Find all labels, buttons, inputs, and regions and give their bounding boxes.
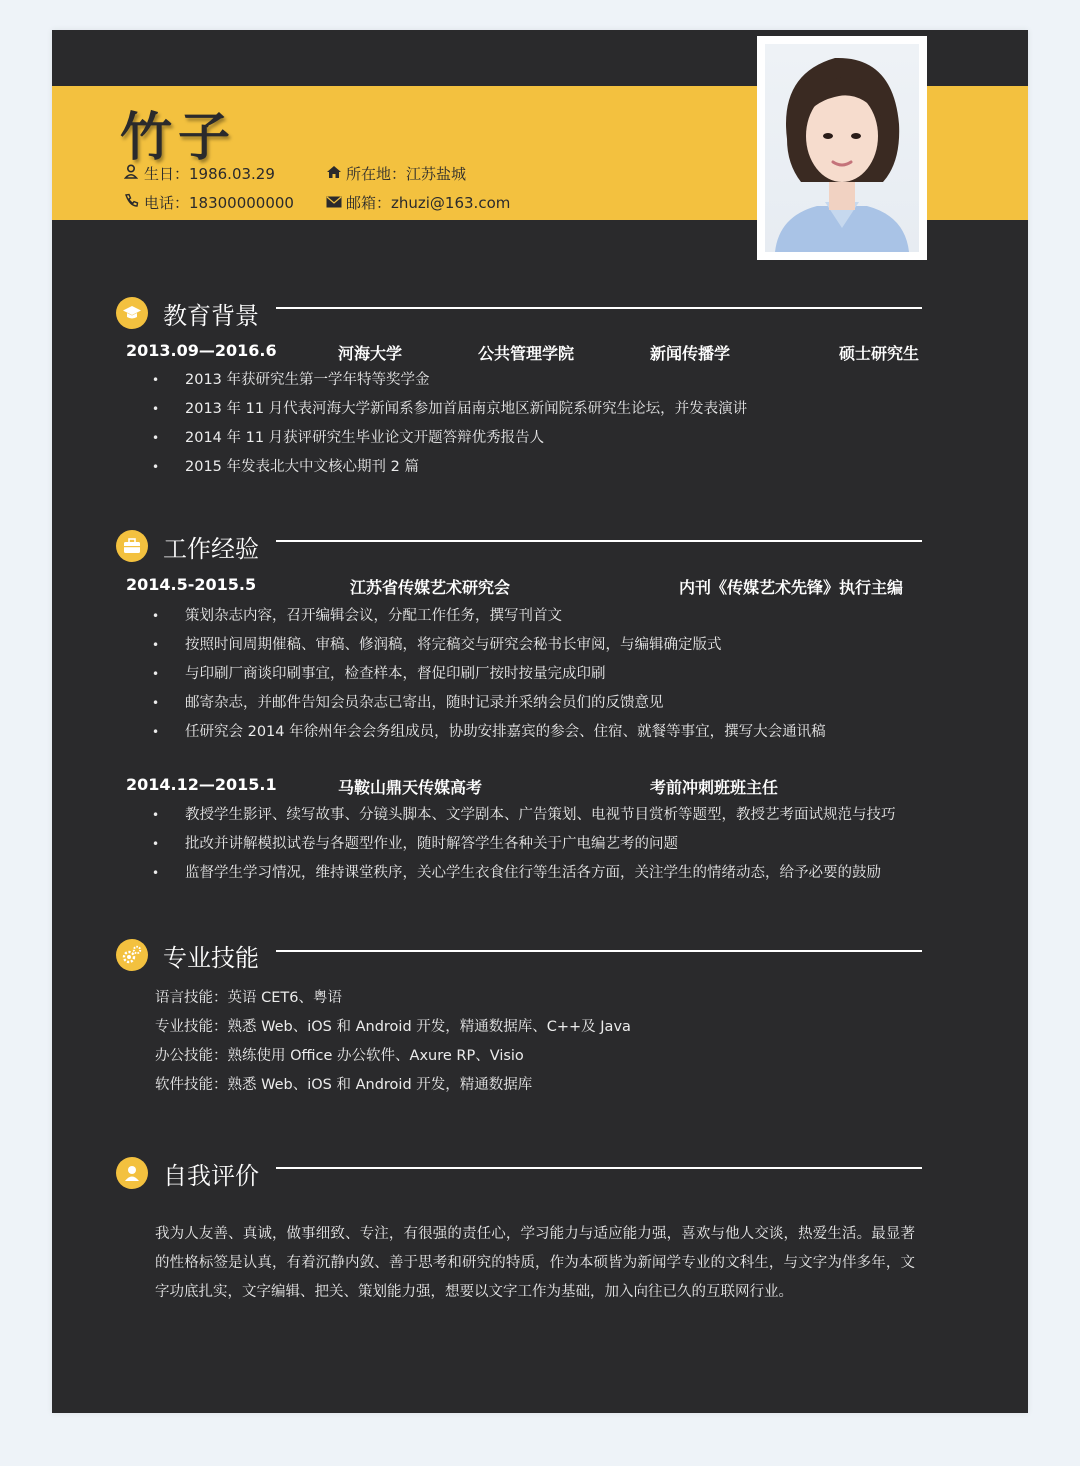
list-item: • 2013 年获研究生第一学年特等奖学金 xyxy=(152,366,747,395)
skill-language: 语言技能：英语 CET6、粤语 xyxy=(155,990,342,1006)
list-item: • 监督学生学习情况，维持课堂秩序，关心学生衣食住行等生活各方面，关注学生的情绪动态，给予必要的鼓励 xyxy=(152,859,896,888)
list-item: • 批改并讲解模拟试卷与各题型作业，随时解答学生各种关于广电编艺考的问题 xyxy=(152,830,896,859)
skills-title: 专业技能 xyxy=(163,944,259,972)
phone-text: 电话：18300000000 xyxy=(144,194,294,212)
list-item: • 任研究会 2014 年徐州年会会务组成员，协助安排嘉宾的参会、住宿、就餐等事宜，撰写大会通讯稿 xyxy=(152,718,826,747)
graduation-icon xyxy=(116,297,148,329)
job2-role: 考前冲刺班班主任 xyxy=(650,778,779,797)
work-title: 工作经验 xyxy=(163,535,259,563)
self-eval-divider xyxy=(276,1167,922,1169)
candidate-name: 竹子 xyxy=(120,108,237,168)
phone-icon xyxy=(124,193,144,214)
self-eval-title: 自我评价 xyxy=(163,1162,259,1190)
gears-icon xyxy=(116,939,148,971)
profile-photo xyxy=(765,44,919,252)
photo-frame xyxy=(757,36,927,260)
education-title: 教育背景 xyxy=(163,302,259,330)
person-icon xyxy=(124,164,144,185)
education-degree: 硕士研究生 xyxy=(839,344,920,363)
education-major: 新闻传播学 xyxy=(650,344,731,363)
location-text: 所在地：江苏盐城 xyxy=(346,165,467,183)
list-item: • 按照时间周期催稿、审稿、修润稿，将完稿交与研究会秘书长审阅，与编辑确定版式 xyxy=(152,631,826,660)
list-item: • 2013 年 11 月代表河海大学新闻系参加首届南京地区新闻院系研究生论坛，并发表演讲 xyxy=(152,395,747,424)
job2-list xyxy=(152,801,896,888)
education-school: 河海大学 xyxy=(338,344,403,363)
skill-professional: 专业技能：熟悉 Web、iOS 和 Android 开发，精通数据库、C++及 Java xyxy=(155,1019,631,1035)
work-divider xyxy=(276,540,922,542)
job1-org: 江苏省传媒艺术研究会 xyxy=(350,578,511,597)
education-college: 公共管理学院 xyxy=(478,344,575,363)
education-period: 2013.09—2016.6 xyxy=(126,341,277,360)
user-icon xyxy=(116,1157,148,1189)
education-divider xyxy=(276,307,922,309)
email-info xyxy=(326,193,510,214)
list-item: • 邮寄杂志，并邮件告知会员杂志已寄出，随时记录并采纳会员们的反馈意见 xyxy=(152,689,826,718)
phone-info xyxy=(124,193,294,214)
education-list xyxy=(152,366,747,482)
birth-text: 生日：1986.03.29 xyxy=(144,165,275,183)
self-eval-text: 我为人友善、真诚，做事细致、专注，有很强的责任心，学习能力与适应能力强，喜欢与他人交谈，热爱生活。最显著的性格标签是认真，有着沉静内敛、善于思考和研究的特质，作为本硕皆为新闻学专业的文科生，与文字为伴多年，文字功底扎实，文字编辑、把关、策划能力强，想要以文字工作为基础，加入向往已久的互联网行业。 xyxy=(155,1226,915,1300)
list-item: • 教授学生影评、续写故事、分镜头脚本、文学剧本、广告策划、电视节目赏析等题型，教授艺考面试规范与技巧 xyxy=(152,801,896,830)
birth-info xyxy=(124,164,275,185)
list-item: • 与印刷厂商谈印刷事宜，检查样本，督促印刷厂按时按量完成印刷 xyxy=(152,660,826,689)
list-item: • 2014 年 11 月获评研究生毕业论文开题答辩优秀报告人 xyxy=(152,424,747,453)
briefcase-icon xyxy=(116,530,148,562)
job2-period: 2014.12—2015.1 xyxy=(126,775,277,794)
skill-office: 办公技能：熟练使用 Office 办公软件、Axure RP、Visio xyxy=(155,1048,524,1064)
job2-org: 马鞍山鼎天传媒高考 xyxy=(338,778,483,797)
job1-role: 内刊《传媒艺术先锋》执行主编 xyxy=(679,578,904,597)
job1-list xyxy=(152,602,826,747)
list-item: • 2015 年发表北大中文核心期刊 2 篇 xyxy=(152,453,747,482)
skills-divider xyxy=(276,950,922,952)
skill-software: 软件技能：熟悉 Web、iOS 和 Android 开发，精通数据库 xyxy=(155,1077,533,1093)
location-info xyxy=(326,164,466,185)
email-text: 邮箱：zhuzi@163.com xyxy=(346,194,511,212)
job1-period: 2014.5-2015.5 xyxy=(126,575,257,594)
resume-page xyxy=(52,30,1028,1413)
list-item: • 策划杂志内容，召开编辑会议，分配工作任务，撰写刊首文 xyxy=(152,602,826,631)
home-icon xyxy=(326,165,346,185)
mail-icon xyxy=(326,194,346,214)
